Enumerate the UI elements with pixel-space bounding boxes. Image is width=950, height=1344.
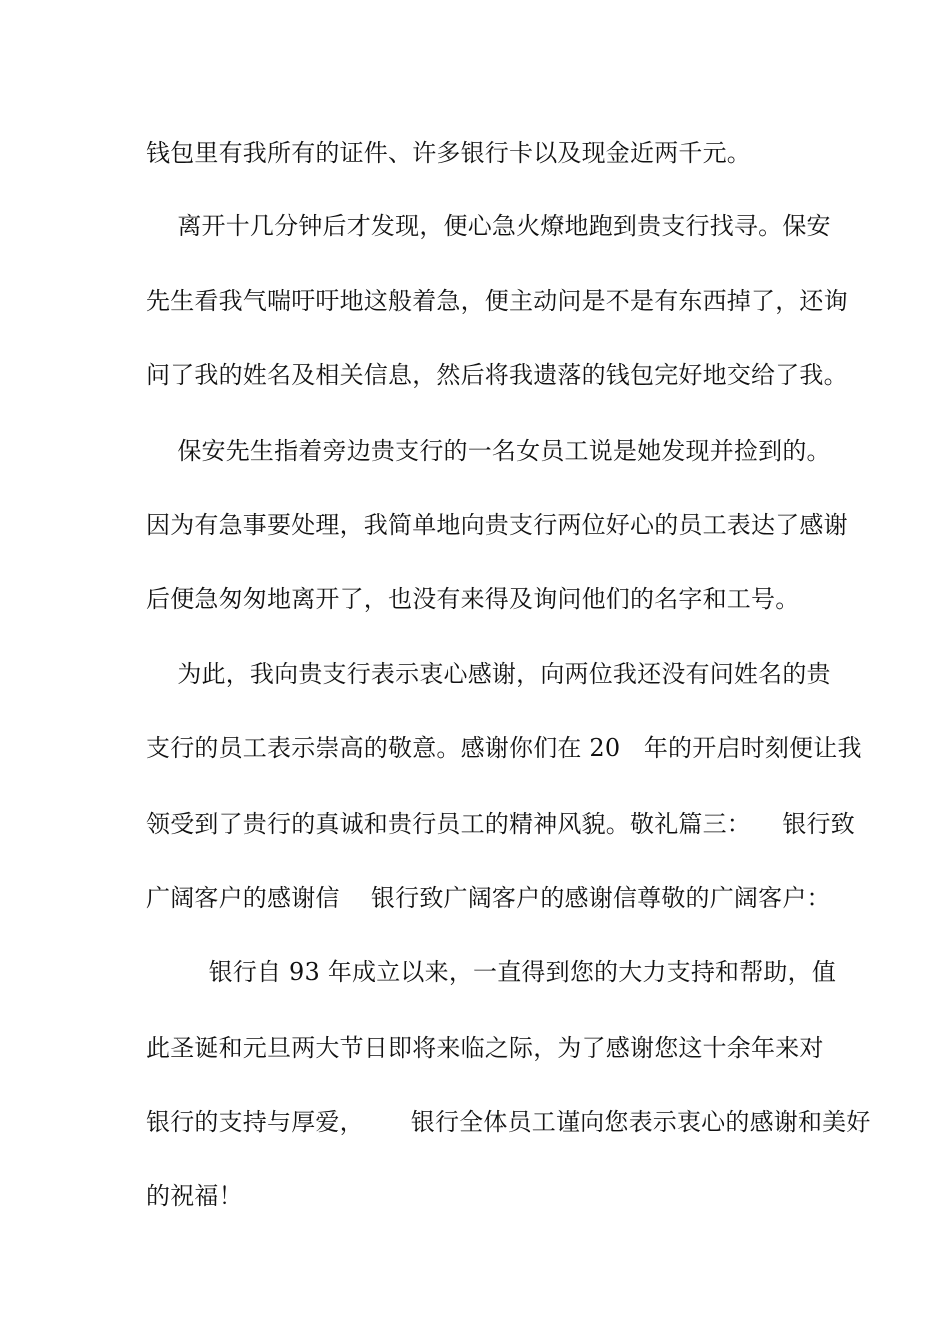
text-line: 此圣诞和元旦两大节日即将来临之际，为了感谢您这十余年来对 — [146, 1034, 824, 1062]
text-line: 因为有急事要处理，我简单地向贵支行两位好心的员工表达了感谢 — [146, 511, 848, 539]
text-line: 先生看我气喘吁吁地这般着急，便主动问是不是有东西掉了，还询 — [146, 287, 848, 315]
text-line: 为此，我向贵支行表示衷心感谢，向两位我还没有问姓名的贵 — [146, 660, 831, 688]
text-line: 银行的支持与厚爱， 银行全体员工谨向您表示衷心的感谢和美好 — [146, 1108, 871, 1136]
text-line: 支行的员工表示崇高的敬意。感谢你们在 20 年的开启时刻便让我 — [146, 734, 862, 762]
text-line: 钱包里有我所有的证件、许多银行卡以及现金近两千元。 — [146, 139, 751, 167]
text-line: 问了我的姓名及相关信息，然后将我遗落的钱包完好地交给了我。 — [146, 361, 848, 389]
text-line: 银行自 93 年成立以来，一直得到您的大力支持和帮助，值 — [146, 958, 837, 986]
text-line: 的祝福！ — [146, 1182, 243, 1210]
text-line: 保安先生指着旁边贵支行的一名女员工说是她发现并捡到的。 — [146, 437, 831, 465]
text-line: 领受到了贵行的真诚和贵行员工的精神风貌。敬礼篇三： 银行致 — [146, 810, 855, 838]
text-line: 广阔客户的感谢信 银行致广阔客户的感谢信尊敬的广阔客户： — [146, 884, 831, 912]
text-line: 离开十几分钟后才发现，便心急火燎地跑到贵支行找寻。保安 — [146, 212, 831, 240]
text-line: 后便急匆匆地离开了，也没有来得及询问他们的名字和工号。 — [146, 585, 800, 613]
